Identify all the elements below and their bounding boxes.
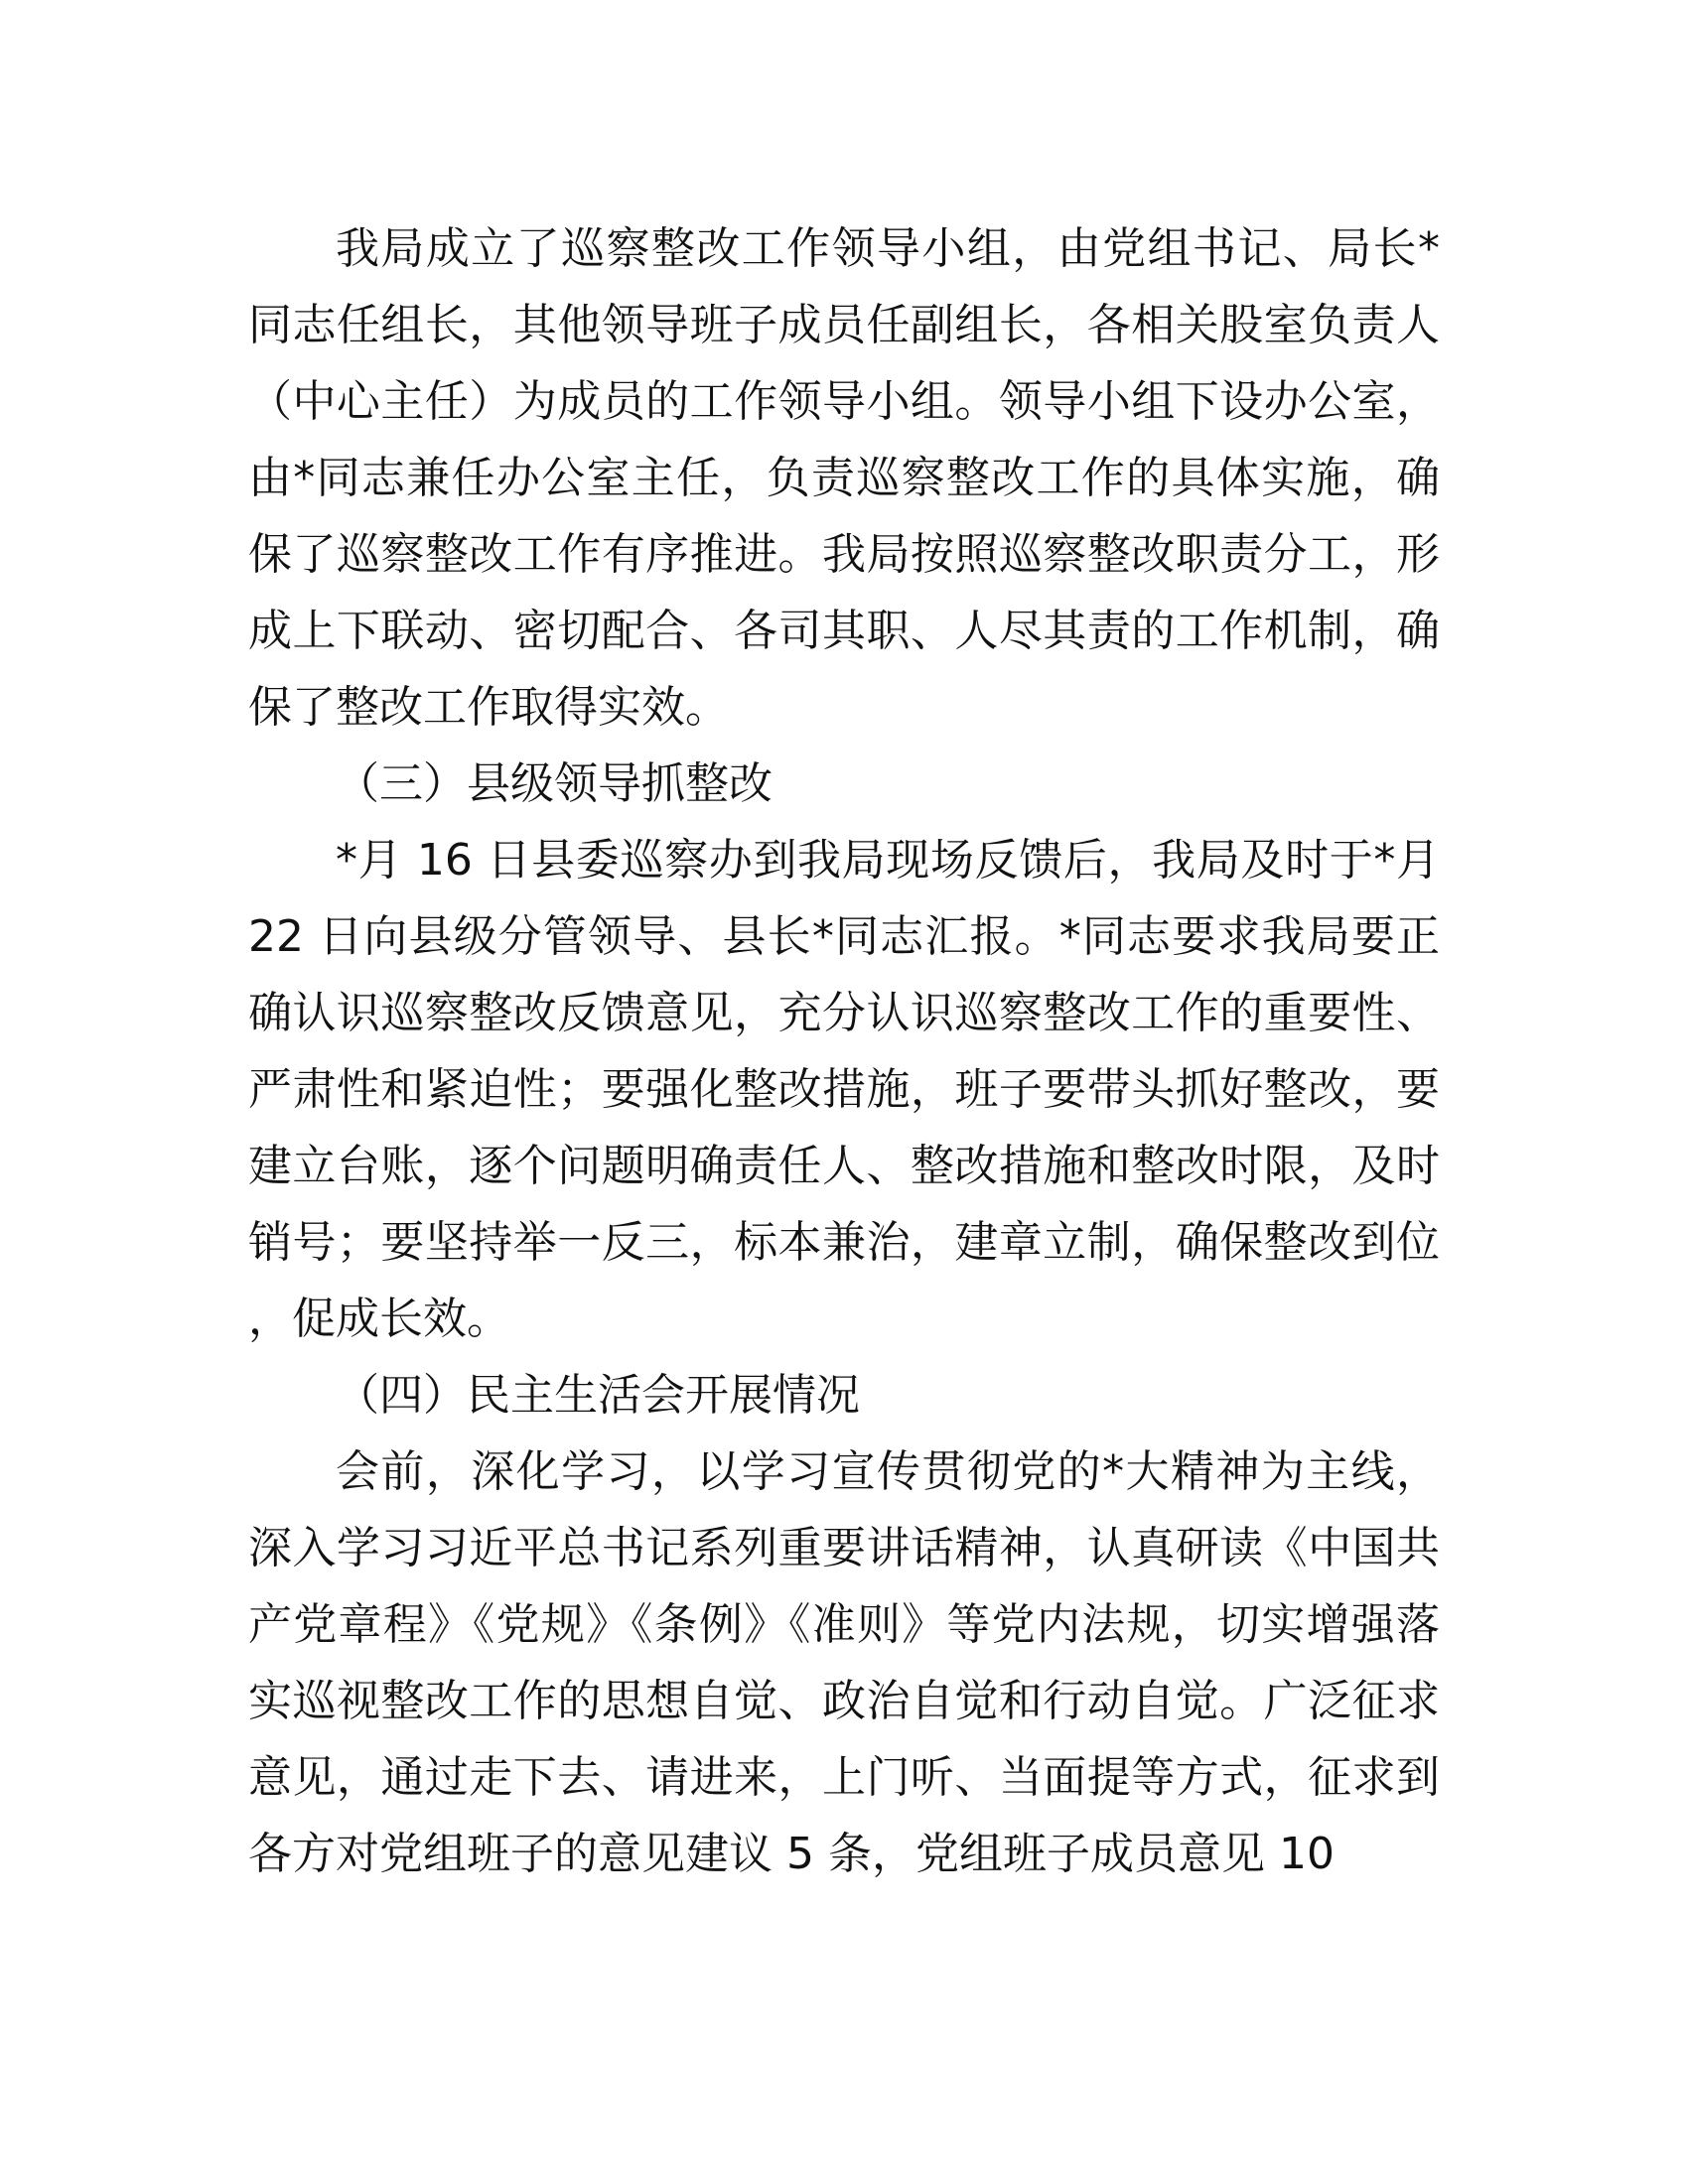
section-heading-democratic-life-meeting: （四）民主生活会开展情况 xyxy=(336,1370,860,1421)
section-heading-county-leaders: （三）县级领导抓整改 xyxy=(336,758,773,809)
paragraph-leadership-group: 我局成立了巡察整改工作领导小组，由党组书记、局长*同志任组长，其他领导班子成员任副组长，各相关股室负责人（中心主任）为成员的工作领导小组。领导小组下设办公室，由*同志兼任办公室主任，负责巡察整改工作的具体实施，确保了巡察整改工作有序推进。我局按照巡察整改职责分工，形成上下联动、密切配合、各司其职、人尽其责的工作机制，确保了整改工作取得实效。 xyxy=(248,223,1440,733)
document-body xyxy=(248,210,1440,1892)
paragraph-county-report: *月 16 日县委巡察办到我局现场反馈后，我局及时于*月 22 日向县级分管领导、县长*同志汇报。*同志要求我局要正确认识巡察整改反馈意见，充分认识巡察整改工作的重要性、严肃性和紧迫性；要强化整改措施，班子要带头抓好整改，要建立台账，逐个问题明确责任人、整改措施和整改时限，及时销号；要坚持举一反三，标本兼治，建章立制，确保整改到位，促成长效。 xyxy=(248,835,1440,1344)
paragraph-pre-meeting-study: 会前，深化学习，以学习宣传贯彻党的*大精神为主线，深入学习习近平总书记系列重要讲话精神，认真研读《中国共产党章程》《党规》《条例》《准则》等党内法规，切实增强落实巡视整改工作的思想自觉、政治自觉和行动自觉。广泛征求意见，通过走下去、请进来，上门听、当面提等方式，征求到各方对党组班子的意见建议 5 条，党组班子成员意见 10 xyxy=(248,1446,1440,1879)
